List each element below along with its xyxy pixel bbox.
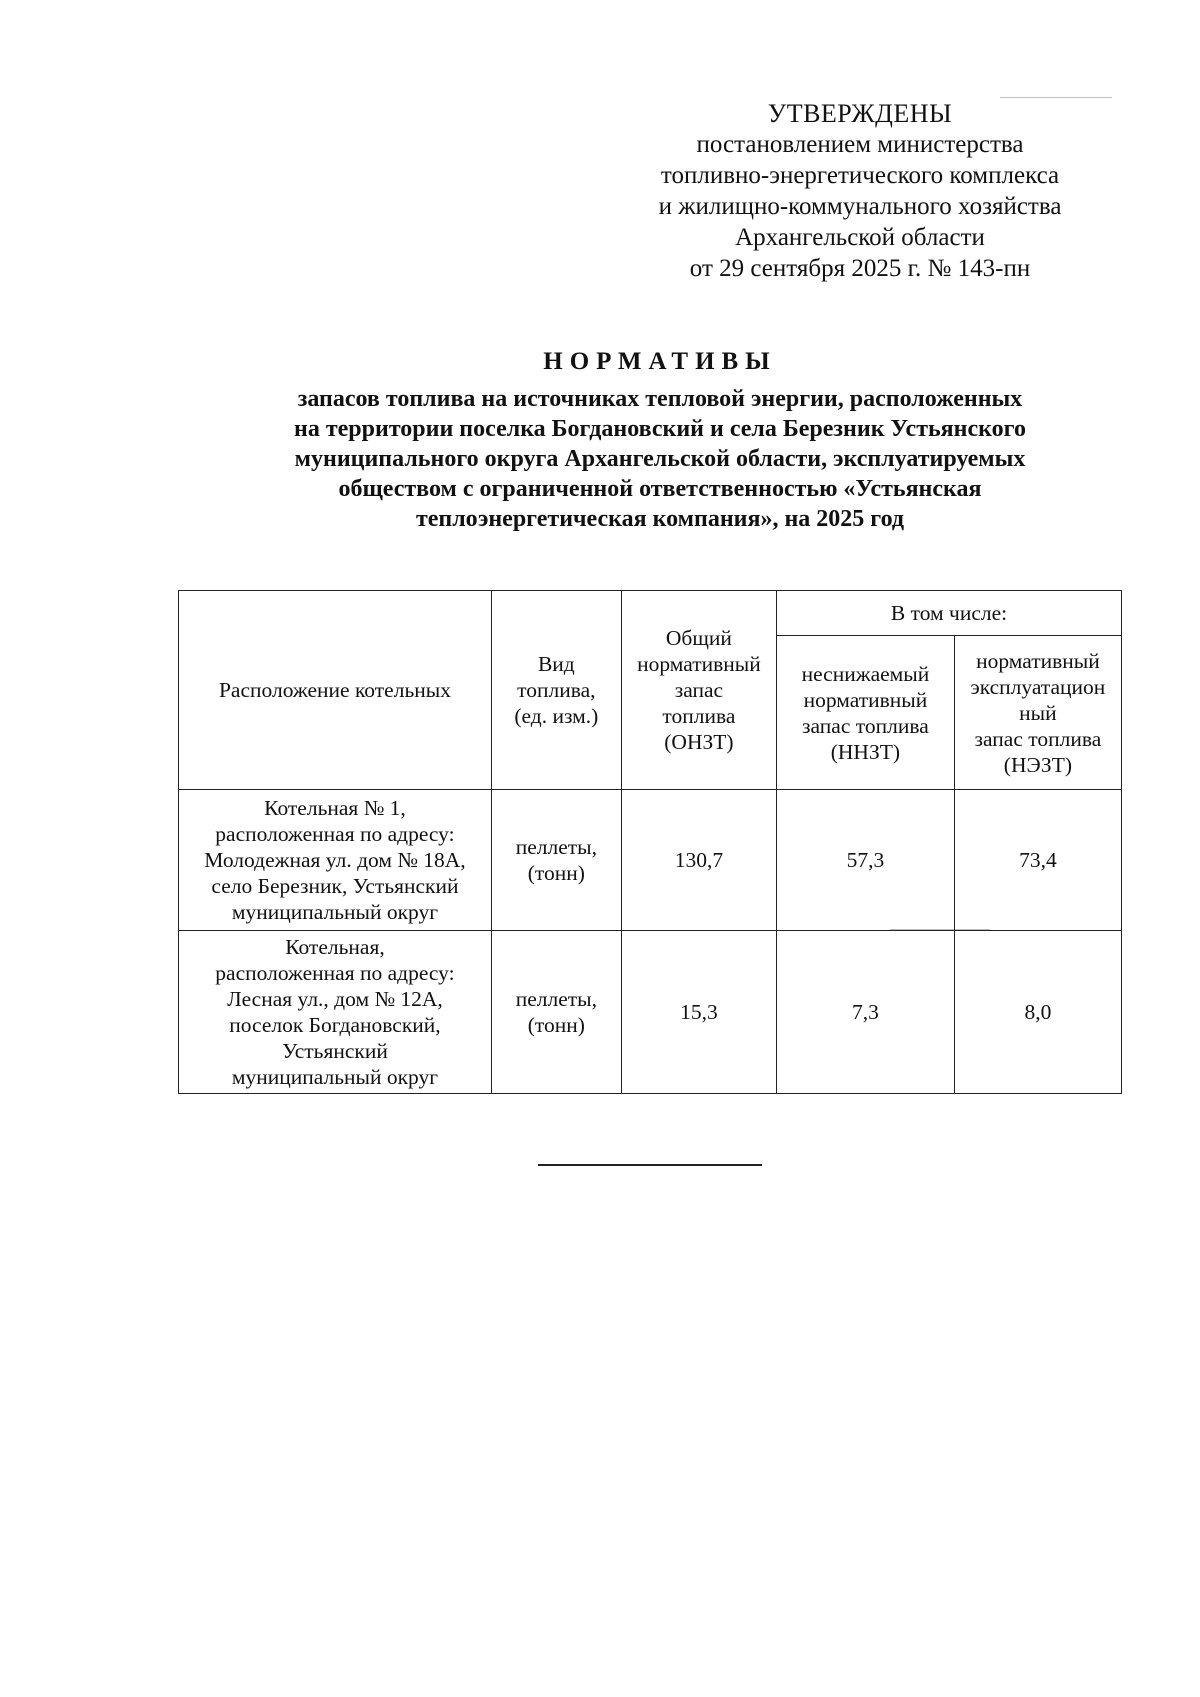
- header-line: запас: [674, 678, 724, 702]
- location-line: Котельная № 1,: [264, 796, 406, 820]
- approval-line: и жилищно-коммунального хозяйства: [658, 193, 1062, 220]
- subtitle-line: муниципального округа Архангельской области, эксплуатируемых: [294, 446, 1026, 472]
- location-line: муниципальный округ: [231, 1065, 439, 1089]
- header-line: нормативный: [637, 652, 761, 676]
- header-fuel-type: [491, 591, 621, 790]
- table-row: [179, 931, 1122, 1094]
- location-line: расположенная по адресу:: [215, 822, 455, 846]
- subtitle-line: на территории поселка Богдановский и села Березник Устьянского: [294, 416, 1026, 442]
- location-line: муниципальный округ: [231, 900, 439, 924]
- header-line: эксплуатацион: [970, 674, 1106, 699]
- location-line: расположенная по адресу:: [215, 961, 455, 985]
- header-line: нормативный: [976, 648, 1100, 673]
- end-separator-line: [538, 1164, 762, 1166]
- fuel-line: пеллеты,: [515, 987, 597, 1011]
- header-line: неснижаемый: [801, 661, 930, 686]
- header-line: ный: [1019, 700, 1057, 725]
- fuel-line: (тонн): [527, 1013, 585, 1037]
- cell-total-reserve: 130,7: [621, 790, 776, 931]
- subtitle-line: запасов топлива на источниках тепловой энергии, расположенных: [297, 386, 1023, 412]
- cell-location: [179, 790, 492, 931]
- header-location: Расположение котельных: [179, 591, 492, 790]
- header-line: запас топлива: [802, 713, 929, 738]
- location-line: Лесная ул., дом № 12А,: [227, 987, 443, 1011]
- header-line: Вид: [537, 652, 575, 676]
- cell-location: [179, 931, 492, 1094]
- document-title: НОРМАТИВЫ: [543, 348, 777, 375]
- header-nnzt: [777, 636, 955, 790]
- cell-fuel-type: [491, 931, 621, 1094]
- header-nezt: [954, 636, 1121, 790]
- header-total-reserve: [621, 591, 776, 790]
- approval-line: постановлением министерства: [696, 131, 1024, 158]
- header-line: (ОНЗТ): [664, 730, 734, 754]
- header-line: нормативный: [803, 687, 928, 712]
- cell-nnzt: 7,3: [777, 931, 955, 1094]
- fuel-norms-table: [178, 590, 1122, 1094]
- fuel-line: пеллеты,: [515, 835, 597, 859]
- location-line: Молодежная ул. дом № 18А,: [204, 848, 466, 872]
- location-line: Котельная,: [285, 935, 385, 959]
- location-line: поселок Богдановский,: [229, 1013, 441, 1037]
- cell-nezt: 73,4: [954, 790, 1121, 931]
- subtitle-line: теплоэнергетическая компания», на 2025 год: [415, 506, 905, 532]
- header-line: запас топлива: [974, 726, 1102, 751]
- header-including-group: В том числе:: [777, 591, 1122, 636]
- header-line: (ННЗТ): [830, 739, 901, 764]
- header-line: топлива,: [517, 678, 596, 702]
- location-line: Устьянский: [282, 1039, 388, 1063]
- cell-nezt: 8,0: [954, 931, 1121, 1094]
- approval-line: Архангельской области: [735, 224, 985, 251]
- document-subtitle: [180, 384, 1140, 534]
- fuel-line: (тонн): [527, 861, 585, 885]
- approval-title: УТВЕРЖДЕНЫ: [767, 99, 953, 128]
- location-line: село Березник, Устьянский: [211, 874, 459, 898]
- cell-nnzt: 57,3: [777, 790, 955, 931]
- header-line: Общий: [665, 626, 732, 650]
- approval-line: топливно-энергетического комплекса: [660, 162, 1060, 189]
- header-line: (ед. изм.): [514, 704, 599, 728]
- header-line: топлива: [662, 704, 736, 728]
- approval-block: [600, 98, 1120, 284]
- table-row: [179, 790, 1122, 931]
- approval-date-line: от 29 сентября 2025 г. № 143-пн: [689, 255, 1031, 282]
- subtitle-line: обществом с ограниченной ответственностью «Устьянская: [338, 476, 982, 502]
- cell-fuel-type: [491, 790, 621, 931]
- header-line: (НЭЗТ): [1003, 752, 1072, 777]
- cell-total-reserve: 15,3: [621, 931, 776, 1094]
